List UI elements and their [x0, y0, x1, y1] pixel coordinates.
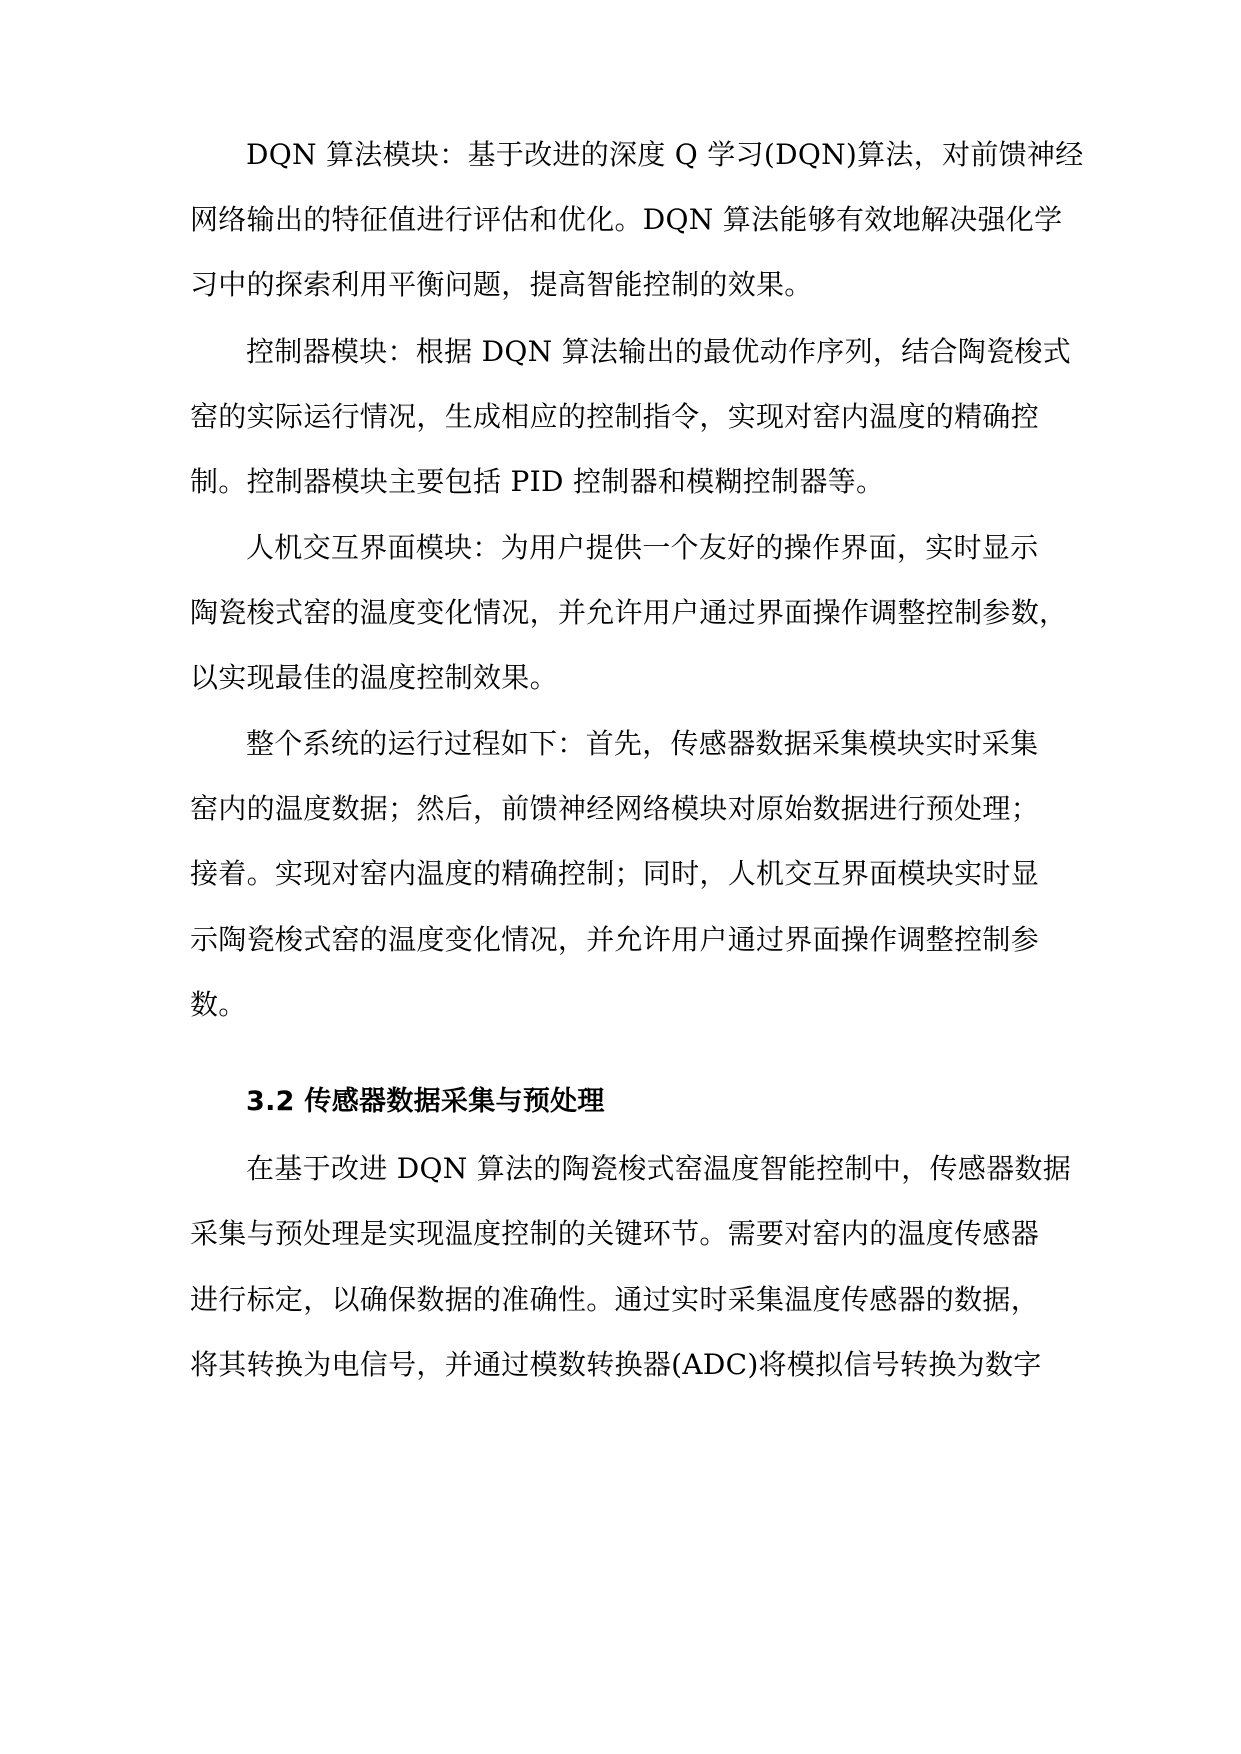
paragraph-4-line-2: 窑内的温度数据；然后，前馈神经网络模块对原始数据进行预处理； — [190, 792, 1040, 825]
paragraph-3-line-3: 以实现最佳的温度控制效果。 — [190, 661, 558, 694]
paragraph-2-line-2: 窑的实际运行情况，生成相应的控制指令，实现对窑内温度的精确控 — [190, 400, 1040, 433]
section-paragraph-line-1: 在基于改进 DQN 算法的陶瓷梭式窑温度智能控制中，传感器数据 — [246, 1152, 1072, 1185]
paragraph-4-line-1: 整个系统的运行过程如下：首先，传感器数据采集模块实时采集 — [246, 727, 1039, 760]
paragraph-4-line-4: 示陶瓷梭式窑的温度变化情况，并允许用户通过界面操作调整控制参 — [190, 923, 1040, 956]
section-paragraph-line-3: 进行标定，以确保数据的准确性。通过实时采集温度传感器的数据， — [190, 1283, 1040, 1316]
section-paragraph-line-2: 采集与预处理是实现温度控制的关键环节。需要对窑内的温度传感器 — [190, 1217, 1040, 1250]
paragraph-4-line-3: 接着。实现对窑内温度的精确控制；同时，人机交互界面模块实时显 — [190, 857, 1040, 890]
paragraph-2-line-1: 控制器模块：根据 DQN 算法输出的最优动作序列，结合陶瓷梭式 — [246, 335, 1072, 368]
paragraph-1-line-1: DQN 算法模块：基于改进的深度 Q 学习(DQN)算法，对前馈神经 — [246, 138, 1084, 171]
section-heading: 3.2 传感器数据采集与预处理 — [246, 1086, 605, 1117]
paragraph-3-line-2: 陶瓷梭式窑的温度变化情况，并允许用户通过界面操作调整控制参数， — [190, 596, 1068, 629]
paragraph-4-line-5: 数。 — [190, 988, 247, 1021]
paragraph-2-line-3: 制。控制器模块主要包括 PID 控制器和模糊控制器等。 — [190, 465, 885, 498]
paragraph-1-line-3: 习中的探索利用平衡问题，提高智能控制的效果。 — [190, 268, 813, 301]
paragraph-1-line-2: 网络输出的特征值进行评估和优化。DQN 算法能够有效地解决强化学 — [190, 203, 1063, 236]
paragraph-3-line-1: 人机交互界面模块：为用户提供一个友好的操作界面，实时显示 — [246, 531, 1039, 564]
section-paragraph-line-4: 将其转换为电信号，并通过模数转换器(ADC)将模拟信号转换为数字 — [190, 1348, 1042, 1381]
